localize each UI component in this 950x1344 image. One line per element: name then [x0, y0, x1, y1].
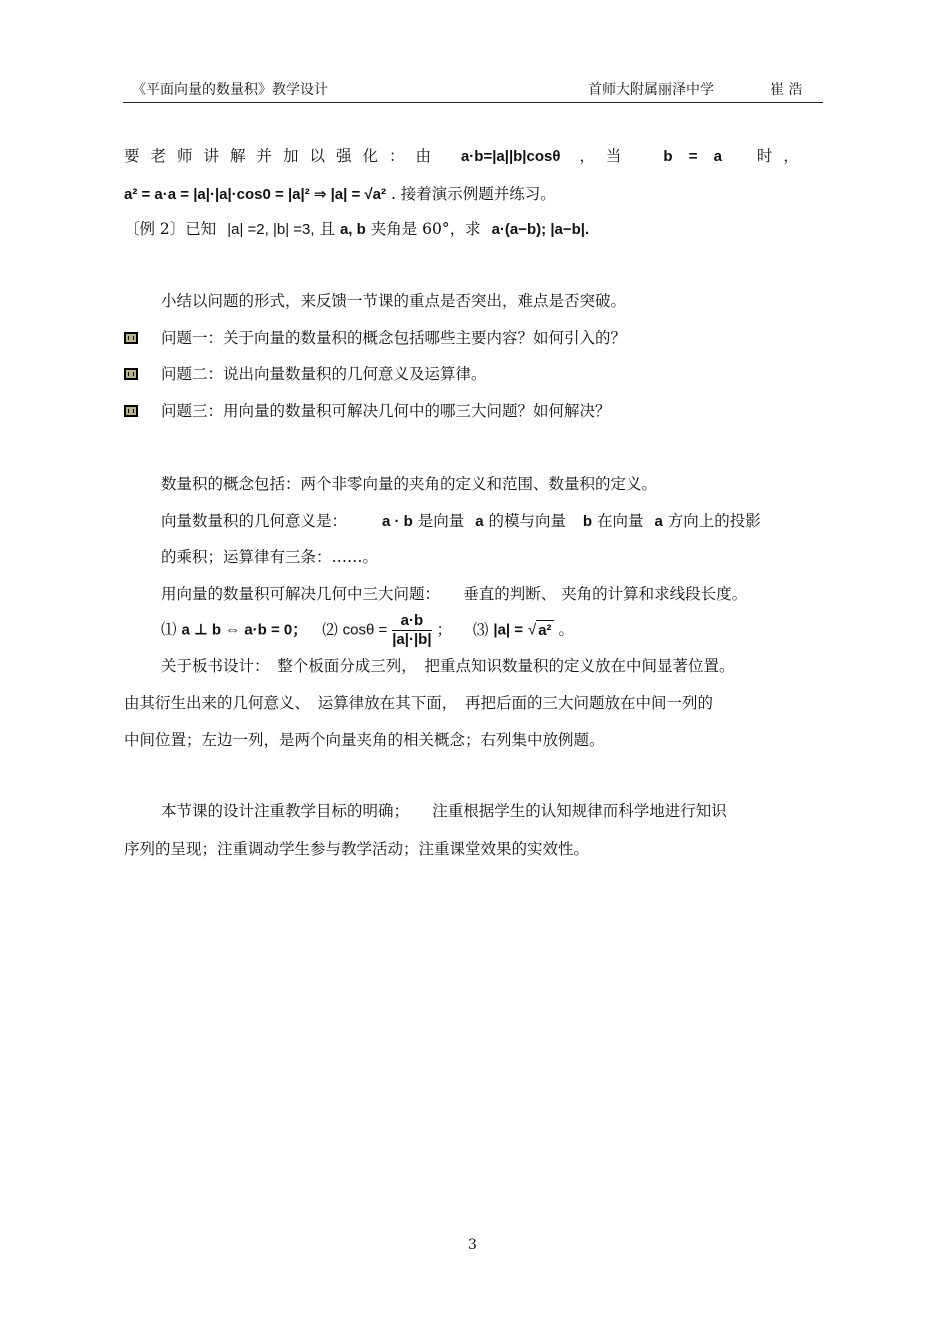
dot-product-formula: a·b=|a||b|cosθ	[460, 148, 561, 165]
page-number: 3	[468, 1237, 477, 1253]
sqrt-radicand: a²	[538, 621, 552, 639]
condition-b-equals-a: b = a	[663, 148, 728, 165]
example-2	[124, 219, 589, 240]
cos-theta: cosθ =	[342, 621, 388, 639]
example-given: |a| =2, |b| =3,	[227, 221, 315, 238]
header-author: 崔 浩	[770, 82, 803, 98]
formula-2-end: ；	[436, 620, 452, 639]
answer-3: 用向量的数量积可解决几何中三大问题： 垂直的判断、 夹角的计算和求线段长度。	[161, 585, 748, 603]
fraction-numerator: a·b	[392, 612, 431, 631]
board-design-3: 中间位置；左边一列，是两个向量夹角的相关概念；右列集中放例题。	[124, 731, 605, 749]
answer-2	[161, 511, 761, 532]
explain-text-when: ，当	[579, 147, 633, 165]
example-ask: a·(a−b); |a−b|.	[491, 221, 590, 238]
question-2: 问题二：说出向量数量积的几何意义及运算律。	[161, 365, 487, 383]
fraction-denominator: |a|·|b|	[392, 631, 432, 648]
answer-2-text: 是向量	[417, 512, 465, 530]
answer-2-continued: 的乘积；运算律有三条：……。	[161, 548, 379, 566]
explain-text: 要老师讲解并加以强化：由	[124, 147, 443, 165]
example-label: 〔例 2〕已知	[124, 220, 217, 238]
answer-2-text: 方向上的投影	[667, 512, 761, 530]
explain-line-1	[124, 146, 810, 167]
answer-1: 数量积的概念包括：两个非零向量的夹角的定义和范围、数量积的定义。	[161, 475, 658, 493]
answer-2-text: 向量数量积的几何意义是：	[161, 512, 348, 530]
perpendicular-formula: a ⊥ b ⇔ a·b = 0；	[181, 621, 308, 639]
explain-text-demo: . 接着演示例题并练习。	[390, 185, 556, 203]
final-paragraph-1: 本节课的设计注重教学目标的明确； 注重根据学生的认知规律而科学地进行知识	[161, 802, 727, 820]
a-dot-b: a · b	[381, 513, 413, 530]
answer-2-text: 的模与向量	[488, 512, 566, 530]
formula-3-label: ⑶	[472, 620, 489, 639]
explain-text-time: 时，	[756, 147, 810, 165]
board-design-2: 由其衍生出来的几何意义、 运算律放在其下面， 再把后面的三大问题放在中间一列的	[124, 694, 714, 712]
example-vectors: a, b	[339, 221, 366, 238]
vector-b: b	[582, 513, 593, 530]
bullet-icon	[124, 368, 138, 380]
vector-a: a	[654, 513, 663, 530]
formula-line	[161, 612, 574, 649]
magnitude-lhs: |a| =	[493, 621, 524, 639]
angle-fraction	[392, 612, 431, 649]
magnitude-formula: a² = a·a = |a|·|a|·cos0 = |a|² ⇒ |a| = √a²	[124, 186, 386, 203]
question-3: 问题三：用向量的数量积可解决几何中的哪三大问题？如何解决？	[161, 402, 611, 420]
header-title: 《平面向量的数量积》教学设计	[132, 82, 328, 98]
answer-2-text: 在向量	[597, 512, 644, 530]
bullet-icon	[124, 332, 138, 344]
summary-intro: 小结以问题的形式，来反馈一节课的重点是否突出，难点是否突破。	[161, 292, 627, 310]
header-school: 首师大附属丽泽中学	[588, 82, 714, 98]
board-design-1: 关于板书设计： 整个板面分成三列， 把重点知识数量积的定义放在中间显著位置。	[161, 657, 735, 675]
formula-3-end: 。	[558, 620, 575, 639]
formula-1-label: ⑴	[161, 620, 177, 639]
example-angle: 夹角是 60°，求	[370, 220, 481, 238]
final-paragraph-2: 序列的呈现；注重调动学生参与教学活动；注重课堂效果的实效性。	[124, 840, 590, 858]
vector-a: a	[475, 513, 484, 530]
question-1: 问题一：关于向量的数量积的概念包括哪些主要内容？如何引入的？	[161, 329, 627, 347]
formula-2-label: ⑵	[322, 620, 338, 639]
sqrt-sign: √	[527, 621, 537, 639]
example-text-and: 且	[319, 220, 335, 238]
explain-line-2	[124, 184, 556, 205]
header-rule	[123, 102, 823, 103]
bullet-icon	[124, 405, 138, 417]
